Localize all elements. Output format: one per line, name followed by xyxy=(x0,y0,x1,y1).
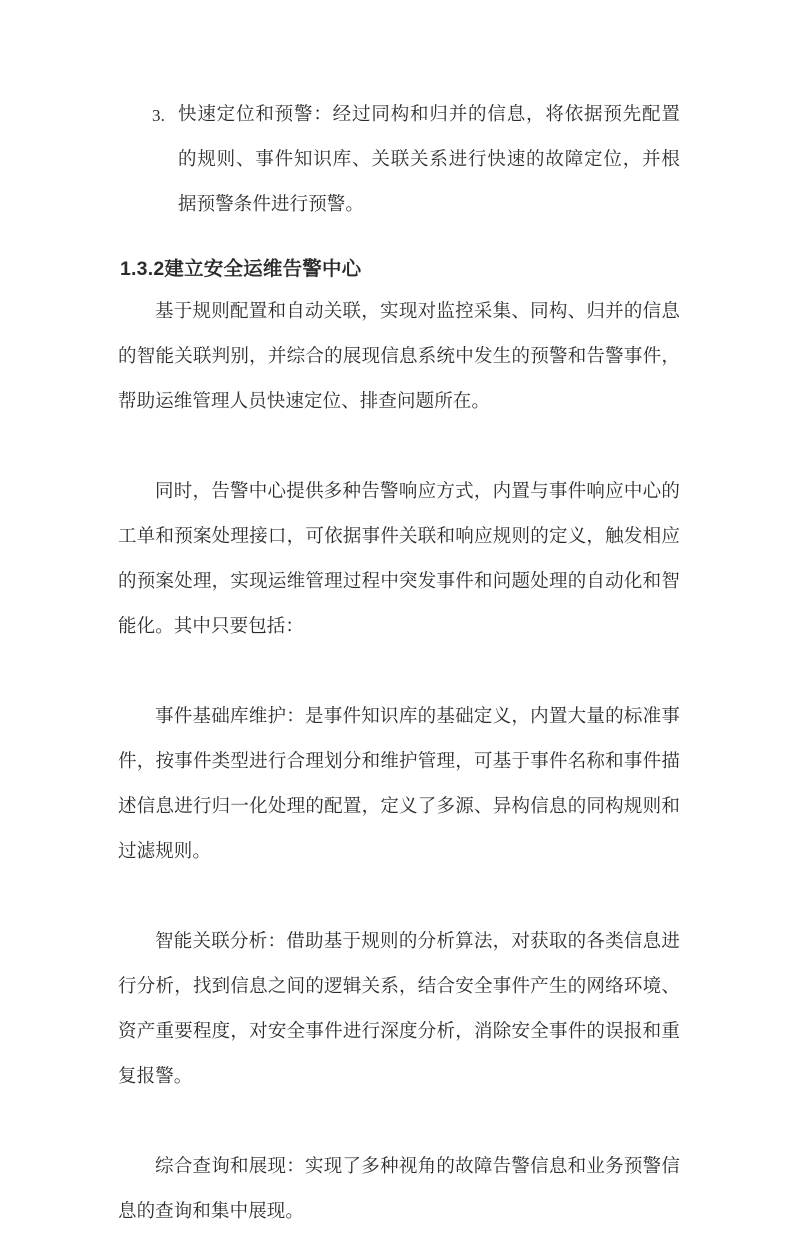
page-content xyxy=(118,93,680,1235)
paragraph-event-base-maintenance: 事件基础库维护：是事件知识库的基础定义，内置大量的标准事件，按事件类型进行合理划分和维护管理，可基于事件名称和事件描述信息进行归一化处理的配置，定义了多源、异构信息的同构规则和过滤规则。 xyxy=(118,707,680,862)
paragraph-intelligent-correlation-analysis: 智能关联分析：借助基于规则的分析算法，对获取的各类信息进行分析，找到信息之间的逻辑关系，结合安全事件产生的网络环境、资产重要程度，对安全事件进行深度分析，消除安全事件的误报和重复报警。 xyxy=(118,932,680,1087)
paragraph-response-methods: 同时，告警中心提供多种告警响应方式，内置与事件响应中心的工单和预案处理接口，可依据事件关联和响应规则的定义，触发相应的预案处理，实现运维管理过程中突发事件和问题处理的自动化和智能化。其中只要包括： xyxy=(118,482,680,637)
section-heading: 1.3.2建立安全运维告警中心 xyxy=(120,258,362,280)
paragraph-comprehensive-query-display: 综合查询和展现：实现了多种视角的故障告警信息和业务预警信息的查询和集中展现。 xyxy=(118,1157,680,1222)
numbered-list xyxy=(118,93,680,228)
list-spacer xyxy=(118,228,680,235)
list-item-text: 快速定位和预警：经过同构和归并的信息，将依据预先配置的规则、事件知识库、关联关系进行快速的故障定位，并根据预警条件进行预警。 xyxy=(178,105,680,215)
list-item xyxy=(118,93,680,228)
list-item-marker: 3. xyxy=(152,106,165,125)
paragraph-intro: 基于规则配置和自动关联，实现对监控采集、同构、归并的信息的智能关联判别，并综合的展现信息系统中发生的预警和告警事件，帮助运维管理人员快速定位、排查问题所在。 xyxy=(118,302,680,412)
